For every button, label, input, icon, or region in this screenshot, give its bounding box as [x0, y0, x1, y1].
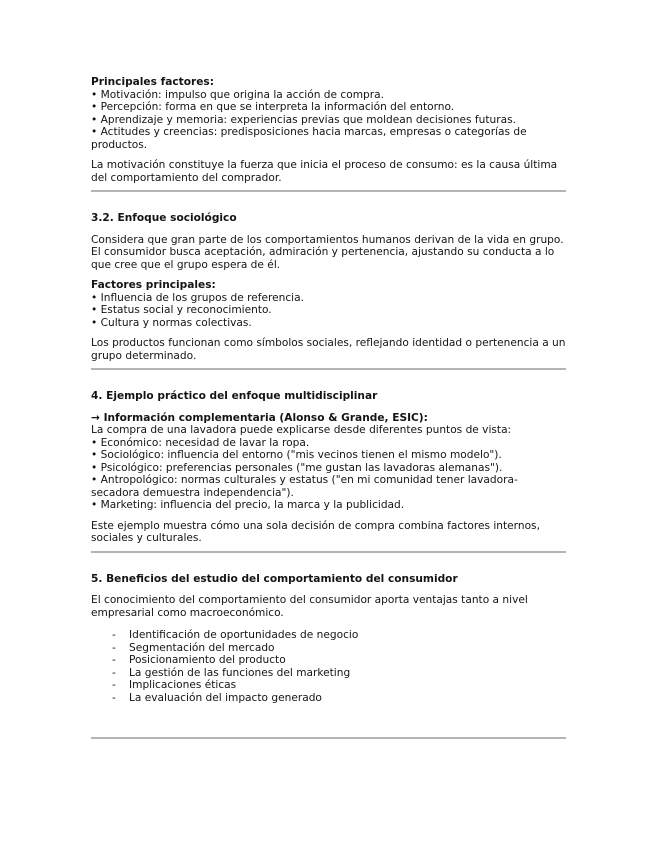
section-heading: 5. Beneficios del estudio del comportamiento del consumidor [91, 572, 458, 585]
paragraph: La compra de una lavadora puede explicarse desde diferentes puntos de vista: [91, 424, 512, 436]
bullet-item: • Estatus social y reconocimiento. [91, 304, 272, 316]
bullet-item: • Económico: necesidad de lavar la ropa. [91, 436, 310, 449]
bullet-item: • Psicológico: preferencias personales ("me gustan las lavadoras alemanas"). [91, 461, 503, 474]
paragraph: El consumidor busca aceptación, admiración y pertenencia, ajustando su conducta a lo que cree que el grupo espera de él. [91, 246, 555, 271]
dash-marker: - [112, 679, 116, 691]
divider [91, 737, 566, 739]
bullet-item: • Actitudes y creencias: predisposiciones hacia marcas, empresas o categorías de productos. [91, 126, 527, 151]
dash-marker: - [112, 641, 116, 654]
paragraph: Considera que gran parte de los comportamientos humanos derivan de la vida en grupo. [91, 233, 564, 246]
list-item-label: Posicionamiento del producto [129, 654, 286, 666]
paragraph: Los productos funcionan como símbolos sociales, reflejando identidad o pertenencia a un grupo determinado. [91, 337, 566, 362]
divider [91, 190, 566, 192]
list-item-label: Segmentación del mercado [129, 641, 275, 654]
bullet-item: • Aprendizaje y memoria: experiencias previas que moldean decisiones futuras. [91, 113, 516, 126]
benefits-list [91, 629, 566, 704]
bullet-item: • Motivación: impulso que origina la acción de compra. [91, 88, 384, 101]
bullet-item: • Antropológico: normas culturales y estatus ("en mi comunidad tener lavadora-secadora demuestra independencia"). [91, 474, 518, 499]
factors-title: Factores principales: [91, 279, 216, 291]
bullet-item: • Cultura y normas colectivas. [91, 316, 252, 329]
bullet-item: • Marketing: influencia del precio, la marca y la publicidad. [91, 499, 405, 511]
list-item-label: Identificación de oportunidades de negocio [129, 629, 359, 641]
document-content [91, 76, 566, 739]
list-item [91, 692, 566, 705]
divider [91, 368, 566, 370]
list-item [91, 629, 566, 642]
paragraph: La motivación constituye la fuerza que inicia el proceso de consumo: es la causa última del comportamiento del comprador. [91, 159, 558, 184]
list-item-label: La evaluación del impacto generado [129, 691, 322, 704]
bullet-item: • Influencia de los grupos de referencia. [91, 291, 304, 304]
list-item-label: La gestión de las funciones del marketing [129, 666, 351, 679]
dash-marker: - [112, 629, 116, 641]
list-item [91, 642, 566, 655]
section-heading: 3.2. Enfoque sociológico [91, 212, 237, 224]
dash-marker: - [112, 691, 116, 704]
factors-title: Principales factores: [91, 76, 214, 88]
section-heading: 4. Ejemplo práctico del enfoque multidisciplinar [91, 390, 378, 402]
list-item [91, 679, 566, 692]
list-item-label: Implicaciones éticas [129, 679, 237, 691]
divider [91, 551, 566, 553]
list-item [91, 654, 566, 667]
bullet-item: • Percepción: forma en que se interpreta la información del entorno. [91, 101, 455, 113]
info-title: → Información complementaria (Alonso & Grande, ESIC): [91, 411, 428, 424]
dash-marker: - [112, 654, 116, 666]
paragraph: El conocimiento del comportamiento del consumidor aporta ventajas tanto a nivel empresarial como macroeconómico. [91, 594, 528, 619]
list-item [91, 667, 566, 680]
bullet-item: • Sociológico: influencia del entorno ("mis vecinos tienen el mismo modelo"). [91, 449, 502, 461]
dash-marker: - [112, 666, 116, 679]
paragraph: Este ejemplo muestra cómo una sola decisión de compra combina factores internos, sociales y culturales. [91, 519, 540, 544]
